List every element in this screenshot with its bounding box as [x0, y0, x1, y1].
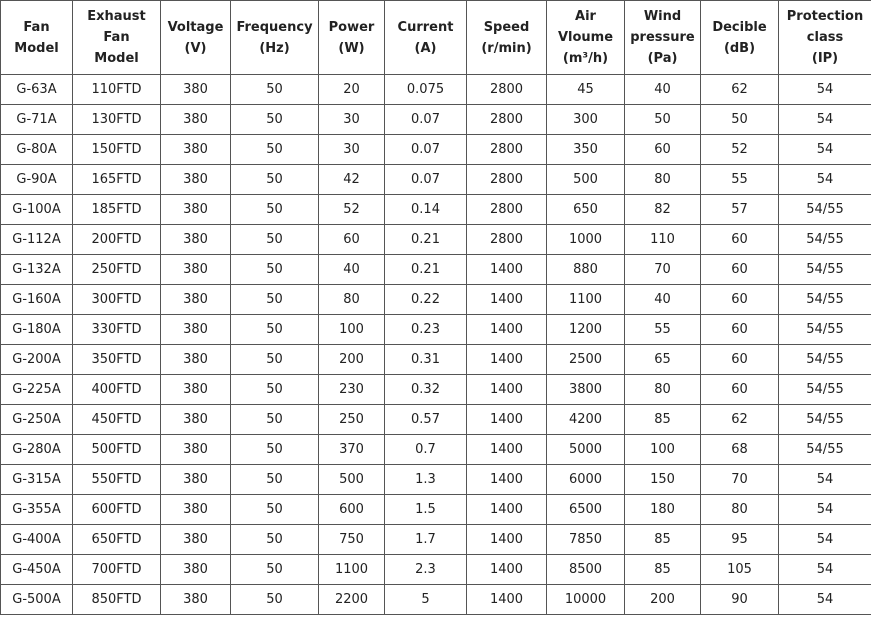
cell-current: 2.3	[385, 555, 467, 585]
cell-exhaust-fan-model: 250FTD	[73, 255, 161, 285]
header-line: (dB)	[723, 40, 756, 56]
header-line: Model	[94, 51, 139, 66]
cell-wind-pressure: 40	[625, 75, 701, 105]
cell-speed: 1400	[467, 555, 547, 585]
cell-protection-class: 54/55	[779, 255, 871, 285]
cell-frequency: 50	[231, 195, 319, 225]
cell-air-volume: 500	[547, 165, 625, 195]
cell-exhaust-fan-model: 130FTD	[73, 105, 161, 135]
cell-voltage: 380	[161, 525, 231, 555]
cell-speed: 1400	[467, 405, 547, 435]
cell-exhaust-fan-model: 450FTD	[73, 405, 161, 435]
header-line: class	[806, 30, 844, 45]
cell-fan-model: G-200A	[1, 345, 73, 375]
header-line: (W)	[338, 40, 365, 56]
header-speed	[467, 1, 547, 75]
cell-voltage: 380	[161, 375, 231, 405]
cell-decible: 90	[701, 585, 779, 615]
cell-fan-model: G-355A	[1, 495, 73, 525]
header-line: Fan	[23, 19, 50, 35]
cell-decible: 60	[701, 255, 779, 285]
cell-speed: 1400	[467, 495, 547, 525]
cell-protection-class: 54/55	[779, 375, 871, 405]
header-line: Fan	[103, 30, 130, 45]
cell-power: 100	[319, 315, 385, 345]
cell-frequency: 50	[231, 465, 319, 495]
cell-fan-model: G-112A	[1, 225, 73, 255]
cell-protection-class: 54	[779, 165, 871, 195]
cell-wind-pressure: 82	[625, 195, 701, 225]
header-line: Air	[575, 9, 596, 24]
cell-wind-pressure: 100	[625, 435, 701, 465]
table-row	[1, 345, 871, 375]
cell-speed: 1400	[467, 345, 547, 375]
table-row	[1, 225, 871, 255]
header-power	[319, 1, 385, 75]
cell-fan-model: G-280A	[1, 435, 73, 465]
cell-power: 750	[319, 525, 385, 555]
cell-power: 230	[319, 375, 385, 405]
cell-air-volume: 350	[547, 135, 625, 165]
cell-air-volume: 6000	[547, 465, 625, 495]
cell-air-volume: 1100	[547, 285, 625, 315]
cell-speed: 2800	[467, 195, 547, 225]
cell-speed: 1400	[467, 465, 547, 495]
cell-current: 0.32	[385, 375, 467, 405]
header-line: Exhaust	[87, 9, 146, 24]
cell-decible: 70	[701, 465, 779, 495]
cell-exhaust-fan-model: 330FTD	[73, 315, 161, 345]
cell-frequency: 50	[231, 585, 319, 615]
cell-wind-pressure: 70	[625, 255, 701, 285]
cell-wind-pressure: 50	[625, 105, 701, 135]
header-current	[385, 1, 467, 75]
cell-voltage: 380	[161, 435, 231, 465]
cell-frequency: 50	[231, 105, 319, 135]
header-row	[1, 1, 871, 75]
header-line: (IP)	[811, 51, 839, 66]
cell-voltage: 380	[161, 165, 231, 195]
header-exhaust-fan-model	[73, 1, 161, 75]
cell-fan-model: G-250A	[1, 405, 73, 435]
table-row	[1, 195, 871, 225]
cell-power: 600	[319, 495, 385, 525]
table-row	[1, 255, 871, 285]
cell-air-volume: 1200	[547, 315, 625, 345]
table-row	[1, 495, 871, 525]
cell-voltage: 380	[161, 465, 231, 495]
cell-speed: 1400	[467, 315, 547, 345]
cell-frequency: 50	[231, 435, 319, 465]
header-line: Frequency	[236, 19, 313, 35]
cell-wind-pressure: 65	[625, 345, 701, 375]
cell-speed: 2800	[467, 165, 547, 195]
cell-decible: 62	[701, 405, 779, 435]
cell-protection-class: 54/55	[779, 345, 871, 375]
cell-voltage: 380	[161, 75, 231, 105]
cell-fan-model: G-132A	[1, 255, 73, 285]
header-line: Speed	[483, 19, 530, 35]
cell-fan-model: G-160A	[1, 285, 73, 315]
cell-decible: 105	[701, 555, 779, 585]
cell-frequency: 50	[231, 345, 319, 375]
cell-speed: 2800	[467, 105, 547, 135]
cell-speed: 2800	[467, 75, 547, 105]
header-line: (A)	[414, 40, 437, 56]
header-protection-class	[779, 1, 871, 75]
table-row	[1, 525, 871, 555]
cell-exhaust-fan-model: 150FTD	[73, 135, 161, 165]
cell-protection-class: 54	[779, 465, 871, 495]
cell-power: 80	[319, 285, 385, 315]
cell-current: 1.7	[385, 525, 467, 555]
cell-air-volume: 5000	[547, 435, 625, 465]
table-row	[1, 585, 871, 615]
table-row	[1, 375, 871, 405]
cell-exhaust-fan-model: 200FTD	[73, 225, 161, 255]
table-row	[1, 315, 871, 345]
cell-exhaust-fan-model: 500FTD	[73, 435, 161, 465]
cell-wind-pressure: 85	[625, 405, 701, 435]
cell-frequency: 50	[231, 135, 319, 165]
cell-voltage: 380	[161, 255, 231, 285]
cell-exhaust-fan-model: 350FTD	[73, 345, 161, 375]
header-wind-pressure	[625, 1, 701, 75]
cell-fan-model: G-180A	[1, 315, 73, 345]
table-row	[1, 555, 871, 585]
cell-air-volume: 650	[547, 195, 625, 225]
table-row	[1, 75, 871, 105]
cell-exhaust-fan-model: 165FTD	[73, 165, 161, 195]
header-air-volume	[547, 1, 625, 75]
cell-exhaust-fan-model: 400FTD	[73, 375, 161, 405]
cell-air-volume: 45	[547, 75, 625, 105]
cell-protection-class: 54	[779, 75, 871, 105]
cell-decible: 60	[701, 225, 779, 255]
header-line: Protection	[786, 9, 864, 24]
cell-voltage: 380	[161, 405, 231, 435]
table-row	[1, 285, 871, 315]
cell-exhaust-fan-model: 850FTD	[73, 585, 161, 615]
cell-frequency: 50	[231, 225, 319, 255]
table-row	[1, 435, 871, 465]
cell-fan-model: G-400A	[1, 525, 73, 555]
cell-fan-model: G-500A	[1, 585, 73, 615]
cell-protection-class: 54/55	[779, 225, 871, 255]
cell-power: 30	[319, 135, 385, 165]
cell-frequency: 50	[231, 525, 319, 555]
cell-voltage: 380	[161, 105, 231, 135]
table-header	[1, 1, 871, 75]
cell-power: 1100	[319, 555, 385, 585]
cell-fan-model: G-100A	[1, 195, 73, 225]
cell-exhaust-fan-model: 550FTD	[73, 465, 161, 495]
header-line: (Pa)	[647, 51, 678, 66]
cell-decible: 68	[701, 435, 779, 465]
cell-speed: 1400	[467, 285, 547, 315]
cell-voltage: 380	[161, 225, 231, 255]
header-line: Vloume	[557, 30, 614, 45]
cell-protection-class: 54/55	[779, 435, 871, 465]
table-row	[1, 105, 871, 135]
cell-exhaust-fan-model: 650FTD	[73, 525, 161, 555]
cell-wind-pressure: 80	[625, 165, 701, 195]
cell-voltage: 380	[161, 495, 231, 525]
cell-current: 0.23	[385, 315, 467, 345]
cell-speed: 2800	[467, 225, 547, 255]
cell-frequency: 50	[231, 165, 319, 195]
cell-current: 0.14	[385, 195, 467, 225]
cell-air-volume: 880	[547, 255, 625, 285]
cell-air-volume: 10000	[547, 585, 625, 615]
cell-air-volume: 1000	[547, 225, 625, 255]
cell-voltage: 380	[161, 195, 231, 225]
cell-speed: 2800	[467, 135, 547, 165]
cell-decible: 50	[701, 105, 779, 135]
cell-wind-pressure: 110	[625, 225, 701, 255]
cell-air-volume: 8500	[547, 555, 625, 585]
header-line: Decible	[712, 19, 767, 35]
header-decible	[701, 1, 779, 75]
cell-current: 1.5	[385, 495, 467, 525]
cell-decible: 80	[701, 495, 779, 525]
cell-voltage: 380	[161, 345, 231, 375]
header-frequency	[231, 1, 319, 75]
header-line: (Hz)	[259, 40, 290, 56]
cell-wind-pressure: 200	[625, 585, 701, 615]
cell-speed: 1400	[467, 435, 547, 465]
cell-fan-model: G-450A	[1, 555, 73, 585]
cell-frequency: 50	[231, 555, 319, 585]
cell-air-volume: 6500	[547, 495, 625, 525]
cell-exhaust-fan-model: 110FTD	[73, 75, 161, 105]
cell-frequency: 50	[231, 255, 319, 285]
header-line: (r/min)	[481, 40, 532, 56]
cell-frequency: 50	[231, 375, 319, 405]
cell-exhaust-fan-model: 300FTD	[73, 285, 161, 315]
header-line: pressure	[630, 30, 695, 45]
cell-current: 5	[385, 585, 467, 615]
cell-power: 52	[319, 195, 385, 225]
cell-current: 0.07	[385, 135, 467, 165]
header-line: Model	[14, 40, 59, 56]
cell-fan-model: G-71A	[1, 105, 73, 135]
cell-frequency: 50	[231, 405, 319, 435]
cell-current: 1.3	[385, 465, 467, 495]
cell-fan-model: G-63A	[1, 75, 73, 105]
table-row	[1, 165, 871, 195]
cell-wind-pressure: 55	[625, 315, 701, 345]
cell-wind-pressure: 60	[625, 135, 701, 165]
cell-exhaust-fan-model: 700FTD	[73, 555, 161, 585]
cell-air-volume: 7850	[547, 525, 625, 555]
cell-protection-class: 54	[779, 525, 871, 555]
cell-wind-pressure: 40	[625, 285, 701, 315]
cell-protection-class: 54	[779, 555, 871, 585]
cell-current: 0.31	[385, 345, 467, 375]
cell-air-volume: 300	[547, 105, 625, 135]
cell-voltage: 380	[161, 285, 231, 315]
cell-power: 200	[319, 345, 385, 375]
header-line: Voltage	[167, 19, 224, 35]
cell-wind-pressure: 85	[625, 525, 701, 555]
cell-protection-class: 54	[779, 585, 871, 615]
cell-fan-model: G-80A	[1, 135, 73, 165]
table-row	[1, 135, 871, 165]
cell-wind-pressure: 150	[625, 465, 701, 495]
cell-speed: 1400	[467, 585, 547, 615]
cell-protection-class: 54	[779, 105, 871, 135]
cell-power: 42	[319, 165, 385, 195]
cell-fan-model: G-225A	[1, 375, 73, 405]
cell-decible: 60	[701, 315, 779, 345]
cell-power: 40	[319, 255, 385, 285]
cell-decible: 62	[701, 75, 779, 105]
cell-power: 370	[319, 435, 385, 465]
cell-voltage: 380	[161, 585, 231, 615]
cell-fan-model: G-315A	[1, 465, 73, 495]
cell-voltage: 380	[161, 555, 231, 585]
cell-voltage: 380	[161, 315, 231, 345]
cell-air-volume: 4200	[547, 405, 625, 435]
cell-exhaust-fan-model: 185FTD	[73, 195, 161, 225]
cell-protection-class: 54	[779, 135, 871, 165]
cell-decible: 60	[701, 285, 779, 315]
cell-protection-class: 54/55	[779, 315, 871, 345]
cell-current: 0.7	[385, 435, 467, 465]
cell-power: 250	[319, 405, 385, 435]
cell-current: 0.57	[385, 405, 467, 435]
header-line: (m³/h)	[562, 51, 609, 66]
cell-protection-class: 54/55	[779, 195, 871, 225]
cell-frequency: 50	[231, 495, 319, 525]
cell-power: 20	[319, 75, 385, 105]
cell-current: 0.07	[385, 105, 467, 135]
cell-protection-class: 54/55	[779, 285, 871, 315]
header-line: Wind	[643, 9, 682, 24]
cell-voltage: 380	[161, 135, 231, 165]
table-row	[1, 405, 871, 435]
cell-decible: 60	[701, 375, 779, 405]
cell-decible: 57	[701, 195, 779, 225]
table-row	[1, 465, 871, 495]
cell-protection-class: 54/55	[779, 405, 871, 435]
header-voltage	[161, 1, 231, 75]
cell-air-volume: 2500	[547, 345, 625, 375]
cell-exhaust-fan-model: 600FTD	[73, 495, 161, 525]
cell-protection-class: 54	[779, 495, 871, 525]
table-body	[1, 75, 871, 615]
cell-fan-model: G-90A	[1, 165, 73, 195]
cell-decible: 55	[701, 165, 779, 195]
cell-wind-pressure: 80	[625, 375, 701, 405]
cell-power: 30	[319, 105, 385, 135]
cell-air-volume: 3800	[547, 375, 625, 405]
cell-decible: 95	[701, 525, 779, 555]
cell-wind-pressure: 180	[625, 495, 701, 525]
cell-power: 60	[319, 225, 385, 255]
cell-current: 0.21	[385, 255, 467, 285]
cell-current: 0.075	[385, 75, 467, 105]
cell-power: 2200	[319, 585, 385, 615]
cell-frequency: 50	[231, 285, 319, 315]
cell-speed: 1400	[467, 375, 547, 405]
cell-decible: 60	[701, 345, 779, 375]
cell-current: 0.21	[385, 225, 467, 255]
cell-frequency: 50	[231, 315, 319, 345]
cell-wind-pressure: 85	[625, 555, 701, 585]
cell-current: 0.07	[385, 165, 467, 195]
cell-power: 500	[319, 465, 385, 495]
cell-current: 0.22	[385, 285, 467, 315]
cell-speed: 1400	[467, 255, 547, 285]
cell-speed: 1400	[467, 525, 547, 555]
header-line: Current	[397, 19, 454, 35]
header-fan-model	[1, 1, 73, 75]
header-line: (V)	[184, 40, 207, 56]
cell-frequency: 50	[231, 75, 319, 105]
cell-decible: 52	[701, 135, 779, 165]
header-line: Power	[328, 19, 375, 35]
